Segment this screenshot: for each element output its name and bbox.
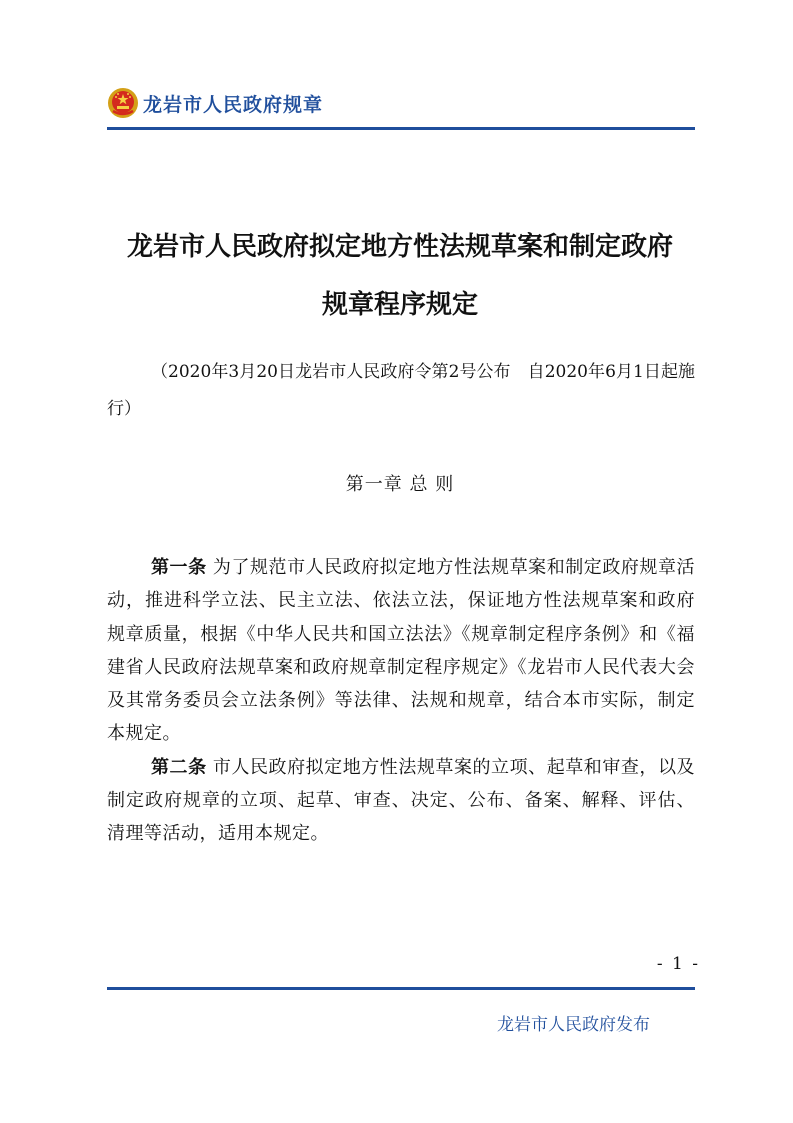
promulgation-note: （2020年3月20日龙岩市人民政府令第2号公布 自2020年6月1日起施行） [107,362,695,419]
chapter-heading: 第一章 总 则 [345,474,455,495]
national-emblem-icon [107,87,139,119]
document-title-line-2: 规章程序规定 [321,290,478,320]
document-title [100,218,700,334]
publisher-footer: 龙岩市人民政府发布 [497,1015,650,1035]
article-text: 市人民政府拟定地方性法规草案的立项、起草和审查，以及制定政府规章的立项、起草、审查、决定、公布、备案、解释、评估、清理等活动，适用本规定。 [107,756,695,845]
document-title-line-1: 龙岩市人民政府拟定地方性法规草案和制定政府 [126,232,673,262]
page-number: - 1 - [656,954,700,974]
header-divider [107,127,695,130]
document-header [107,84,695,130]
article-number: 第一条 [151,557,207,578]
article-text: 为了规范市人民政府拟定地方性法规草案和制定政府规章活动，推进科学立法、民主立法、依法立法，保证地方性法规草案和政府规章质量，根据《中华人民共和国立法法》《规章制定程序条例》和《福建省人民政府法规草案和政府规章制定程序规定》《龙岩市人民代表大会及其常务委员会立法条例》等法律、法规和规章，结合本市实际，制定本规定。 [107,557,695,745]
article-number: 第二条 [151,756,207,778]
article-2 [107,751,695,851]
article-1 [107,551,695,751]
articles [107,551,695,851]
header-title: 龙岩市人民政府规章 [143,94,324,116]
footer-divider [107,987,695,990]
